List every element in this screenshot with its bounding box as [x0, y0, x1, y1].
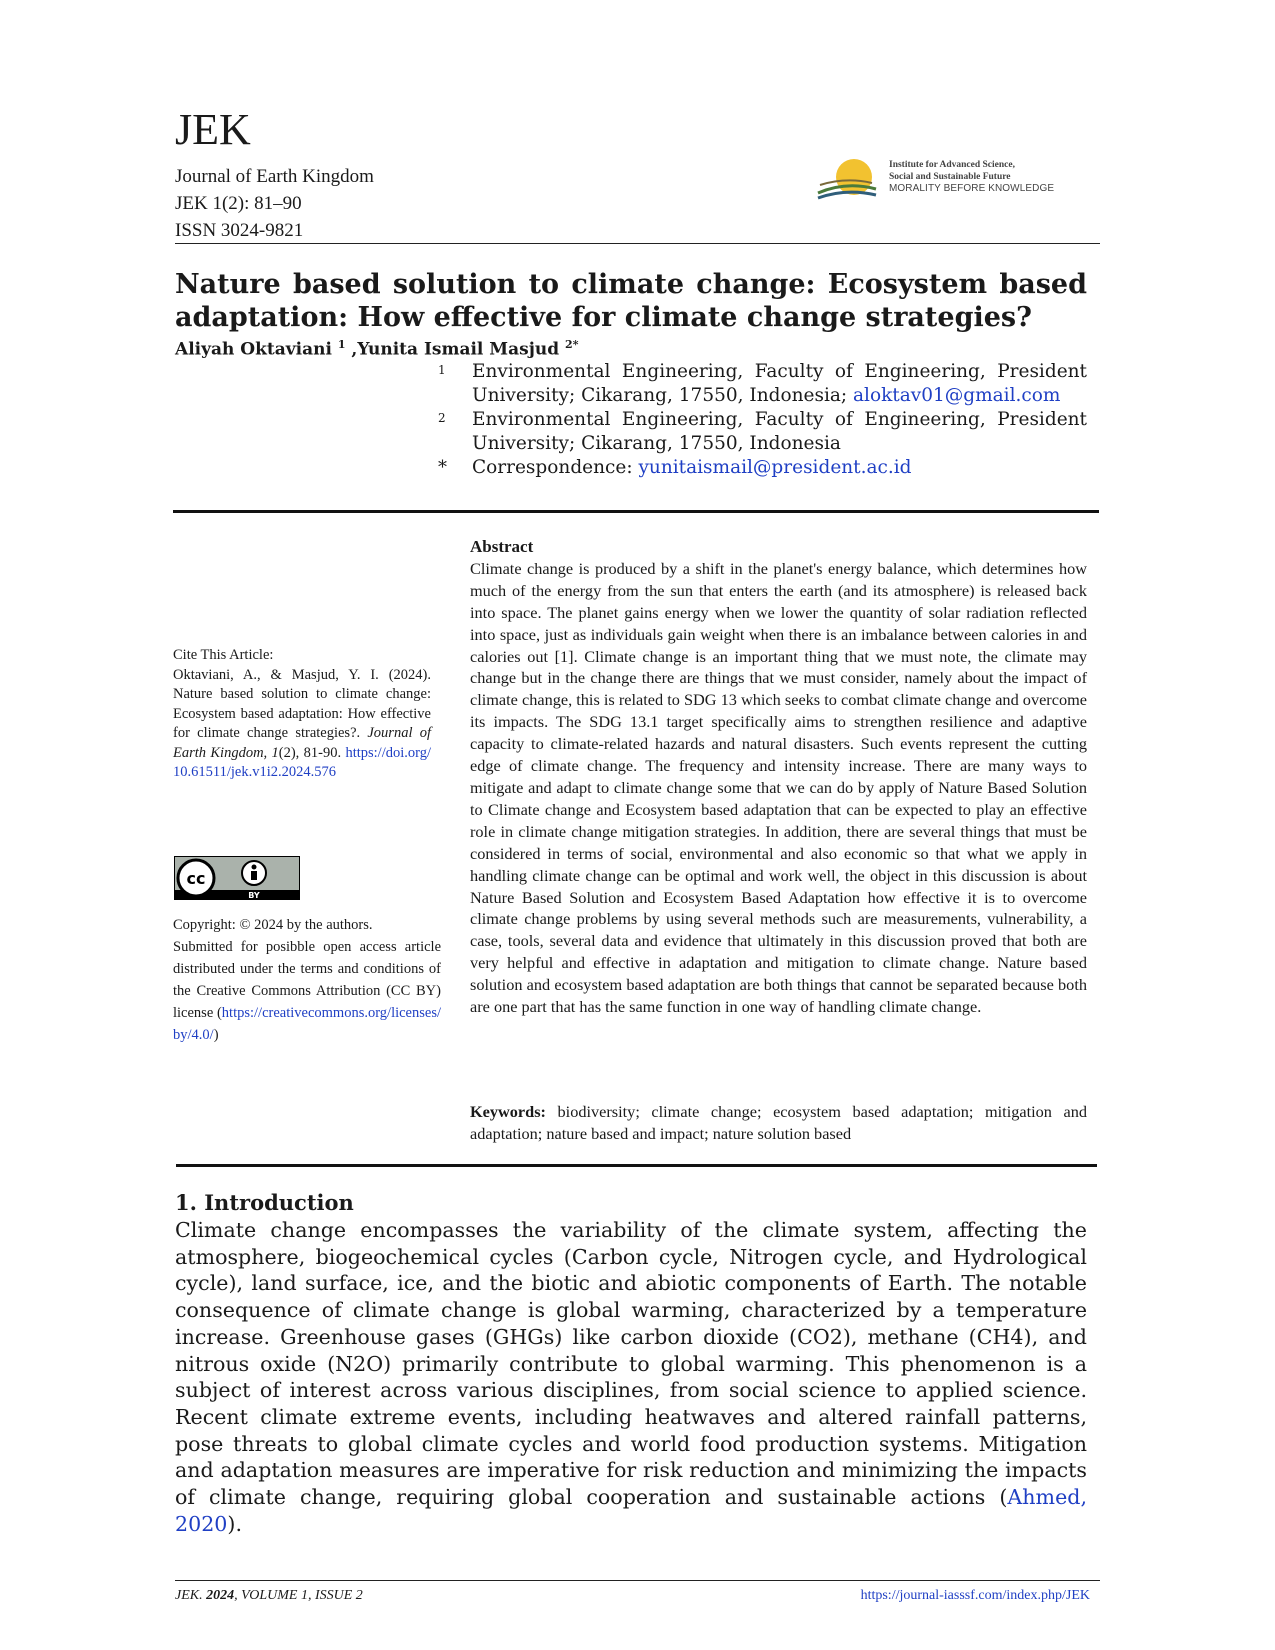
keywords-label: Keywords:	[470, 1102, 546, 1121]
keywords	[470, 1101, 1087, 1145]
affiliation-text: Environmental Engineering, Faculty of Engineering, President University; Cikarang, 17550, Indonesia;	[472, 361, 1087, 406]
doi-link[interactable]: https://doi.org/10.61511/jek.v1i2.2024.576	[173, 744, 431, 780]
cite-journal: Journal of Earth Kingdom, 1	[173, 725, 431, 761]
abstract	[470, 536, 1087, 1018]
footer-year: 2024	[206, 1588, 235, 1603]
cc-label: cc	[186, 869, 206, 888]
footer-divider	[175, 1580, 1100, 1581]
footer-volume: , VOLUME 1, ISSUE 2	[234, 1588, 363, 1603]
affiliation-1	[438, 360, 1087, 408]
sun-landscape-icon	[816, 155, 878, 205]
correspondence	[438, 456, 1087, 480]
affiliation-2	[438, 408, 1087, 456]
correspondence-email-link[interactable]: yunitaismail@president.ac.id	[638, 457, 912, 478]
journal-abbreviation: JEK	[175, 105, 251, 154]
cite-block	[173, 646, 431, 783]
journal-issn: ISSN 3024-9821	[175, 220, 304, 241]
author-1: Aliyah Oktaviani	[175, 339, 332, 360]
keywords-list: biodiversity; climate change; ecosystem based adaptation; mitigation and adaptation; nature based and impact; nature solution based	[470, 1102, 1087, 1143]
author-separator: ,	[345, 339, 358, 360]
section-divider	[173, 510, 1099, 513]
affiliation-mark: 2	[438, 411, 446, 425]
abstract-body: Climate change is produced by a shift in the planet's energy balance, which determines how much of the energy from the sun that enters the earth (and its atmosphere) is released back into space. The planet gains energy when we lower the quantity of solar radiation reflected into space, just as individuals gain weight when there is an imbalance between calories in and calories out [1]. Climate change is an important thing that we must note, the climate may change but in the change there are things that we must consider, namely about the impact of climate change, this is related to SDG 13 which seeks to combat climate change and overcome its impacts. The SDG 13.1 target specifically aims to strengthen resilience and adaptive capacity to climate-related hazards and natural disasters. Such events represent the cutting edge of climate change. The frequency and intensity increase. There are many ways to mitigate and adapt to climate change some that we can do by apply of Nature Based Solution to Climate change and Ecosystem based adaptation that can be expected to play an effective role in climate change mitigation strategies. In addition, there are several things that must be considered in terms of social, environmental and also economic so that what we apply in handling climate change can be optimal and work well, the object in this discussion is about Nature Based Solution and Ecosystem Based Adaptation how effective it is to overcome climate change problems by using several methods such are measurements, vulnerability, a case, tools, several data and evidence that ultimately in this discussion proved that both are very helpful and effective in adaptation and mitigation to climate change. Nature based solution and ecosystem based adaptation are both things that cannot be separated because both are one part that has the same function in one way of handling climate change.	[470, 558, 1087, 1017]
publisher-logo	[816, 155, 1056, 205]
cite-label: Cite This Article:	[173, 647, 274, 663]
correspondence-mark: *	[438, 457, 447, 478]
paper-title: Nature based solution to climate change: Ecosystem based adaptation: How effective for climate change strategies?	[175, 269, 1087, 333]
correspondence-label: Correspondence:	[472, 457, 639, 478]
journal-volume: JEK 1(2): 81–90	[175, 193, 302, 214]
logo-text	[889, 159, 1054, 195]
logo-motto: MORALITY BEFORE KNOWLEDGE	[889, 183, 1055, 194]
author-list	[175, 338, 578, 360]
copyright-line: Copyright: © 2024 by the authors.	[173, 917, 373, 933]
copyright-block	[173, 914, 441, 1046]
cc-by-icon	[174, 856, 300, 900]
license-link[interactable]: https://creativecommons.org/licenses/by/4.0/	[173, 1005, 441, 1043]
by-label: BY	[248, 891, 260, 900]
introduction-heading: 1. Introduction	[175, 1190, 354, 1215]
license-close: )	[213, 1027, 219, 1043]
citation-link-ahmed-2020[interactable]: Ahmed, 2020	[175, 1485, 1087, 1536]
license-text: Submitted for posibble open access article distributed under the terms and conditions of the Creative Commons Attribution (CC BY) license (	[173, 939, 441, 1021]
header-divider	[175, 243, 1100, 244]
journal-name: Journal of Earth Kingdom	[175, 166, 374, 187]
cc-by-license-badge[interactable]	[174, 856, 300, 900]
journal-url-link[interactable]: https://journal-iasssf.com/index.php/JEK	[860, 1588, 1090, 1603]
journal-info	[175, 163, 374, 244]
affiliation-text: Environmental Engineering, Faculty of Engineering, President University; Cikarang, 17550, Indonesia	[472, 409, 1087, 454]
affiliation-mark: 1	[438, 363, 446, 377]
affiliations	[438, 360, 1087, 480]
introduction-end: ).	[227, 1511, 243, 1536]
footer-journal: JEK.	[175, 1588, 207, 1603]
section-divider	[176, 1164, 1097, 1167]
logo-line2: Social and Sustainable Future	[889, 172, 1011, 182]
cite-text: Oktaviani, A., & Masjud, Y. I. (2024). Nature based solution to climate change: Ecosystem based adaptation: How effective for climate change strategies?.	[173, 666, 431, 741]
logo-line1: Institute for Advanced Science,	[889, 160, 1015, 170]
cite-issue: (2), 81-90.	[278, 744, 342, 761]
introduction-paragraph	[175, 1217, 1087, 1537]
author-1-affil: 1	[337, 338, 346, 351]
author-1-email-link[interactable]: aloktav01@gmail.com	[853, 385, 1061, 406]
author-2-affil: 2*	[565, 338, 579, 351]
introduction-text: Climate change encompasses the variability of the climate system, affecting the atmosphere, biogeochemical cycles (Carbon cycle, Nitrogen cycle, and Hydrological cycle), land surface, ice, and the biotic and abiotic components of Earth. The notable consequence of climate change is global warming, characterized by a temperature increase. Greenhouse gases (GHGs) like carbon dioxide (CO2), methane (CH4), and nitrous oxide (N2O) primarily contribute to global warming. This phenomenon is a subject of interest across various disciplines, from social science to applied science. Recent climate extreme events, including heatwaves and altered rainfall patterns, pose threats to global climate cycles and world food production systems. Mitigation and adaptation measures are imperative for risk reduction and minimizing the impacts of climate change, requiring global cooperation and sustainable actions (	[175, 1218, 1087, 1510]
author-2: Yunita Ismail Masjud	[357, 339, 560, 360]
footer-journal-info	[175, 1588, 363, 1604]
abstract-heading: Abstract	[470, 537, 534, 556]
